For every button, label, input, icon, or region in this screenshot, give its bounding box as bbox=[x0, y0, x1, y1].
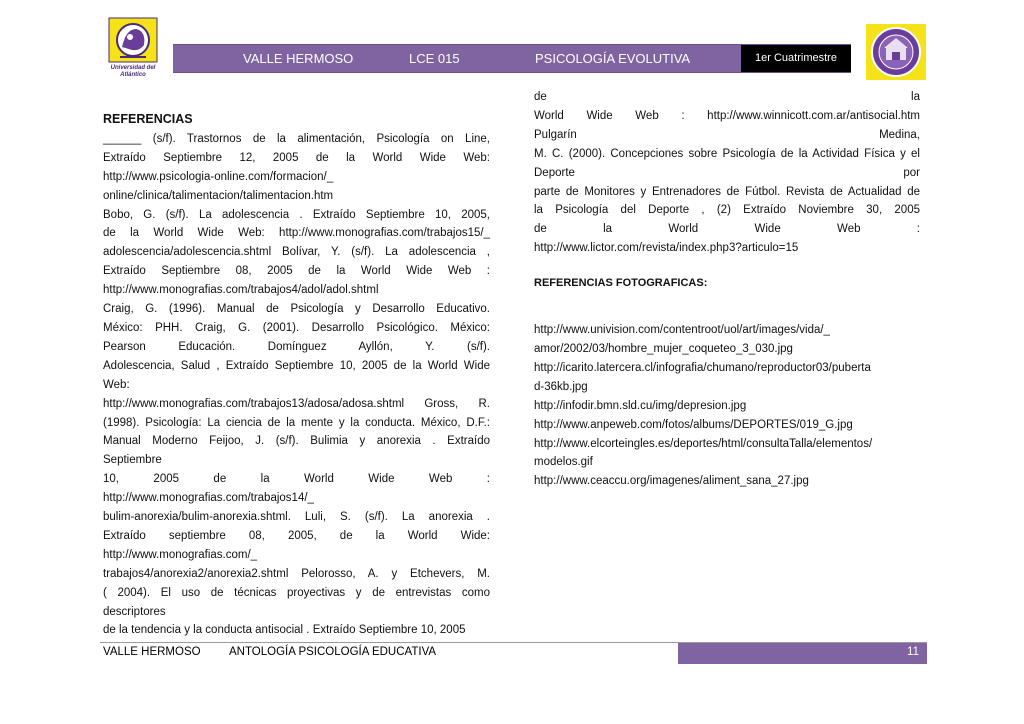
reference-line: Adolescencia, Salud , Extraído Septiembre 10, 2005 de la World Wide bbox=[103, 359, 490, 372]
reference-line: México: PHH. Craig, G. (2001). Desarrollo Psicológico. México: bbox=[103, 321, 490, 334]
photo-reference-line: http://www.univision.com/contentroot/uol/art/images/vida/_ bbox=[534, 324, 830, 337]
footer-title: ANTOLOGÍA PSICOLOGÍA EDUCATIVA bbox=[229, 646, 437, 658]
references-left-column bbox=[103, 110, 490, 640]
footer-bar bbox=[678, 643, 927, 664]
reference-line: de la World Wide Web : bbox=[534, 223, 920, 236]
photo-reference-line: modelos.gif bbox=[534, 456, 593, 469]
reference-line: ( 2004). El uso de técnicas proyectivas y de entrevistas como bbox=[103, 586, 490, 599]
reference-line: World Wide Web : http://www.winnicott.com.ar/antisocial.htm bbox=[534, 109, 920, 122]
reference-line: http://www.monografias.com/trabajos4/adol/adol.shtml bbox=[103, 284, 379, 297]
header-course-code: LCE 015 bbox=[409, 51, 460, 66]
reference-line: http://www.lictor.com/revista/index.php3?articulo=15 bbox=[534, 242, 799, 255]
photo-reference-line: d-36kb.jpg bbox=[534, 380, 588, 393]
photo-reference-line: http://icarito.latercera.cl/infografia/chumano/reproductor03/puberta bbox=[534, 361, 871, 374]
reference-line: Extraído Septiembre 12, 2005 de la World Wide Web: bbox=[103, 151, 490, 164]
header-subject: PSICOLOGÍA EVOLUTIVA bbox=[535, 51, 691, 66]
university-logo bbox=[108, 17, 158, 87]
reference-line: de la World Wide Web: http://www.monografias.com/trabajos15/_ bbox=[103, 227, 490, 240]
photo-references-heading: REFERENCIAS FOTOGRAFICAS: bbox=[534, 277, 708, 290]
reference-line: Pearson Educación. Domínguez Ayllón, Y. (s/f). bbox=[103, 340, 490, 353]
header-campus: VALLE HERMOSO bbox=[243, 51, 354, 66]
references-heading: REFERENCIAS bbox=[103, 112, 193, 126]
photo-reference-line: http://infodir.bmn.sld.cu/img/depresion.jpg bbox=[534, 399, 747, 412]
university-logo-text: Universidad del Atlántico bbox=[110, 65, 156, 78]
photo-reference-line: http://www.ceaccu.org/imagenes/aliment_sana_27.jpg bbox=[534, 475, 809, 488]
reference-line: M. C. (2000). Concepciones sobre Psicología de la Actividad Física y el bbox=[534, 147, 920, 160]
reference-line: http://www.monografias.com/trabajos14/_ bbox=[103, 492, 314, 505]
reference-line: online/clinica/talimentacion/talimentacion.htm bbox=[103, 189, 334, 202]
page-number: 11 bbox=[907, 646, 919, 658]
header-bar bbox=[173, 44, 851, 73]
footer-campus: VALLE HERMOSO bbox=[103, 646, 201, 658]
reference-line: (1998). Psicología: La ciencia de la mente y la conducta. México, D.F.: bbox=[103, 416, 490, 429]
reference-line: de la tendencia y la conducta antisocial . Extraído Septiembre 10, 2005 bbox=[103, 624, 466, 637]
reference-line: de la bbox=[534, 91, 920, 103]
reference-line: Web: bbox=[103, 378, 130, 391]
photo-reference-line: http://www.anpeweb.com/fotos/albums/DEPORTES/019_G.jpg bbox=[534, 418, 853, 431]
photo-reference-line: http://www.elcorteingles.es/deportes/html/consultaTalla/elementos/ bbox=[534, 437, 873, 450]
reference-line: Extraído Septiembre 08, 2005 de la World Wide Web : bbox=[103, 265, 490, 278]
reference-line: http://www.monografias.com/trabajos13/adosa/adosa.shtml Gross, R. bbox=[103, 397, 490, 410]
reference-line: 10, 2005 de la World Wide Web : bbox=[103, 473, 490, 486]
reference-line: Bobo, G. (s/f). La adolescencia . Extraído Septiembre 10, 2005, bbox=[103, 208, 490, 221]
institution-seal-icon bbox=[866, 24, 926, 80]
header-term: 1er Cuatrimestre bbox=[741, 45, 851, 72]
reference-line: Extraído septiembre 08, 2005, de la World Wide: bbox=[103, 529, 490, 542]
photo-reference-line: amor/2002/03/hombre_mujer_coqueteo_3_030.jpg bbox=[534, 342, 793, 355]
reference-line: Craig, G. (1996). Manual de Psicología y Desarrollo Educativo. bbox=[103, 303, 490, 316]
reference-line: bulim-anorexia/bulim-anorexia.shtml. Luli, S. (s/f). La anorexia . bbox=[103, 511, 490, 524]
reference-line: adolescencia/adolescencia.shtml Bolívar, Y. (s/f). La adolescencia , bbox=[103, 246, 490, 259]
references-right-column bbox=[534, 88, 920, 491]
reference-line: http://www.monografias.com/_ bbox=[103, 548, 258, 561]
reference-line: Septiembre bbox=[103, 454, 162, 467]
reference-line: parte de Monitores y Entrenadores de Fútbol. Revista de Actualidad de bbox=[534, 185, 920, 198]
reference-line: Pulgarín Medina, bbox=[534, 128, 920, 141]
reference-line: http://www.psicologia-online.com/formacion/_ bbox=[103, 170, 334, 183]
reference-line: trabajos4/anorexia2/anorexia2.shtml Pelorosso, A. y Etchevers, M. bbox=[103, 567, 490, 580]
reference-line: Deporte por bbox=[534, 166, 920, 179]
reference-line: descriptores bbox=[103, 605, 166, 618]
reference-line: la Psicología del Deporte , (2) Extraído Noviembre 30, 2005 bbox=[534, 204, 920, 217]
reference-line: Manual Moderno Feijoo, J. (s/f). Bulimia y anorexia . Extraído bbox=[103, 435, 490, 448]
reference-line: ______ (s/f). Trastornos de la alimentación, Psicología on Line, bbox=[103, 132, 490, 145]
